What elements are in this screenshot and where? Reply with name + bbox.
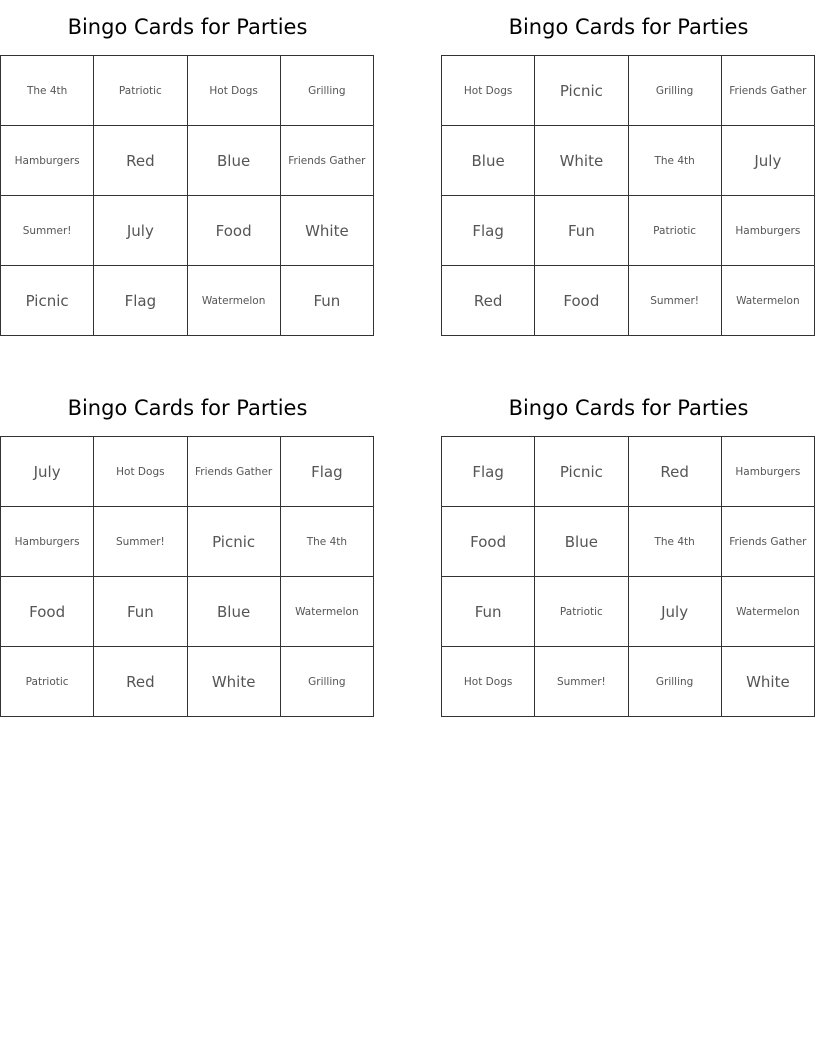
bingo-cell: Summer! (94, 507, 187, 577)
bingo-cell: Grilling (281, 647, 374, 717)
bingo-card-1 (0, 0, 375, 336)
bingo-cell: The 4th (1, 56, 94, 126)
bingo-cell: White (535, 126, 628, 196)
card-title: Bingo Cards for Parties (508, 15, 749, 39)
bingo-cell: Red (94, 647, 187, 717)
bingo-cell: Summer! (1, 196, 94, 266)
bingo-cell: White (188, 647, 281, 717)
bingo-cell: Friends Gather (188, 437, 281, 507)
bingo-cell: Patriotic (629, 196, 722, 266)
bingo-grid (0, 436, 374, 717)
bingo-cell: Fun (535, 196, 628, 266)
bingo-cell: Fun (442, 577, 535, 647)
bingo-cell: Picnic (535, 56, 628, 126)
bingo-cell: Watermelon (722, 577, 815, 647)
bingo-cell: Red (94, 126, 187, 196)
bingo-cell: Patriotic (94, 56, 187, 126)
bingo-cell: Food (1, 577, 94, 647)
bingo-cell: Patriotic (535, 577, 628, 647)
bingo-cell: Food (535, 266, 628, 336)
bingo-card-2 (441, 0, 816, 336)
card-title: Bingo Cards for Parties (508, 396, 749, 420)
bingo-cell: Summer! (535, 647, 628, 717)
bingo-cell: Food (442, 507, 535, 577)
bingo-cell: Blue (188, 577, 281, 647)
bingo-cell: Patriotic (1, 647, 94, 717)
bingo-cell: Blue (535, 507, 628, 577)
bingo-cell: The 4th (281, 507, 374, 577)
card-title: Bingo Cards for Parties (67, 15, 308, 39)
bingo-cell: Fun (281, 266, 374, 336)
bingo-cell: White (281, 196, 374, 266)
bingo-cell: July (94, 196, 187, 266)
bingo-cell: Summer! (629, 266, 722, 336)
bingo-cell: Hamburgers (1, 126, 94, 196)
bingo-cell: Picnic (535, 437, 628, 507)
bingo-cell: July (629, 577, 722, 647)
bingo-cell: Hot Dogs (94, 437, 187, 507)
bingo-cell: Watermelon (722, 266, 815, 336)
bingo-cell: Picnic (1, 266, 94, 336)
bingo-grid (0, 55, 374, 336)
bingo-cell: Hot Dogs (188, 56, 281, 126)
bingo-cell: Flag (442, 437, 535, 507)
bingo-cell: Hamburgers (722, 196, 815, 266)
bingo-cell: Fun (94, 577, 187, 647)
bingo-cell: Friends Gather (722, 56, 815, 126)
bingo-cell: Food (188, 196, 281, 266)
bingo-grid (441, 55, 815, 336)
bingo-cell: Hamburgers (722, 437, 815, 507)
bingo-cell: Grilling (629, 56, 722, 126)
bingo-cell: Red (442, 266, 535, 336)
bingo-cell: Grilling (281, 56, 374, 126)
bingo-cell: The 4th (629, 507, 722, 577)
bingo-cell: Blue (188, 126, 281, 196)
bingo-cell: Hot Dogs (442, 56, 535, 126)
bingo-cell: Watermelon (281, 577, 374, 647)
bingo-cell: July (722, 126, 815, 196)
bingo-cell: Blue (442, 126, 535, 196)
bingo-card-4 (441, 381, 816, 717)
bingo-grid (441, 436, 815, 717)
bingo-cell: Friends Gather (281, 126, 374, 196)
bingo-cell: Hot Dogs (442, 647, 535, 717)
bingo-cell: The 4th (629, 126, 722, 196)
bingo-cell: Flag (94, 266, 187, 336)
bingo-card-3 (0, 381, 375, 717)
bingo-cell: Red (629, 437, 722, 507)
bingo-cell: July (1, 437, 94, 507)
bingo-cell: Hamburgers (1, 507, 94, 577)
bingo-cell: Watermelon (188, 266, 281, 336)
bingo-cell: Flag (281, 437, 374, 507)
bingo-cell: Flag (442, 196, 535, 266)
bingo-cell: White (722, 647, 815, 717)
bingo-cell: Friends Gather (722, 507, 815, 577)
card-title: Bingo Cards for Parties (67, 396, 308, 420)
bingo-cell: Picnic (188, 507, 281, 577)
bingo-cell: Grilling (629, 647, 722, 717)
